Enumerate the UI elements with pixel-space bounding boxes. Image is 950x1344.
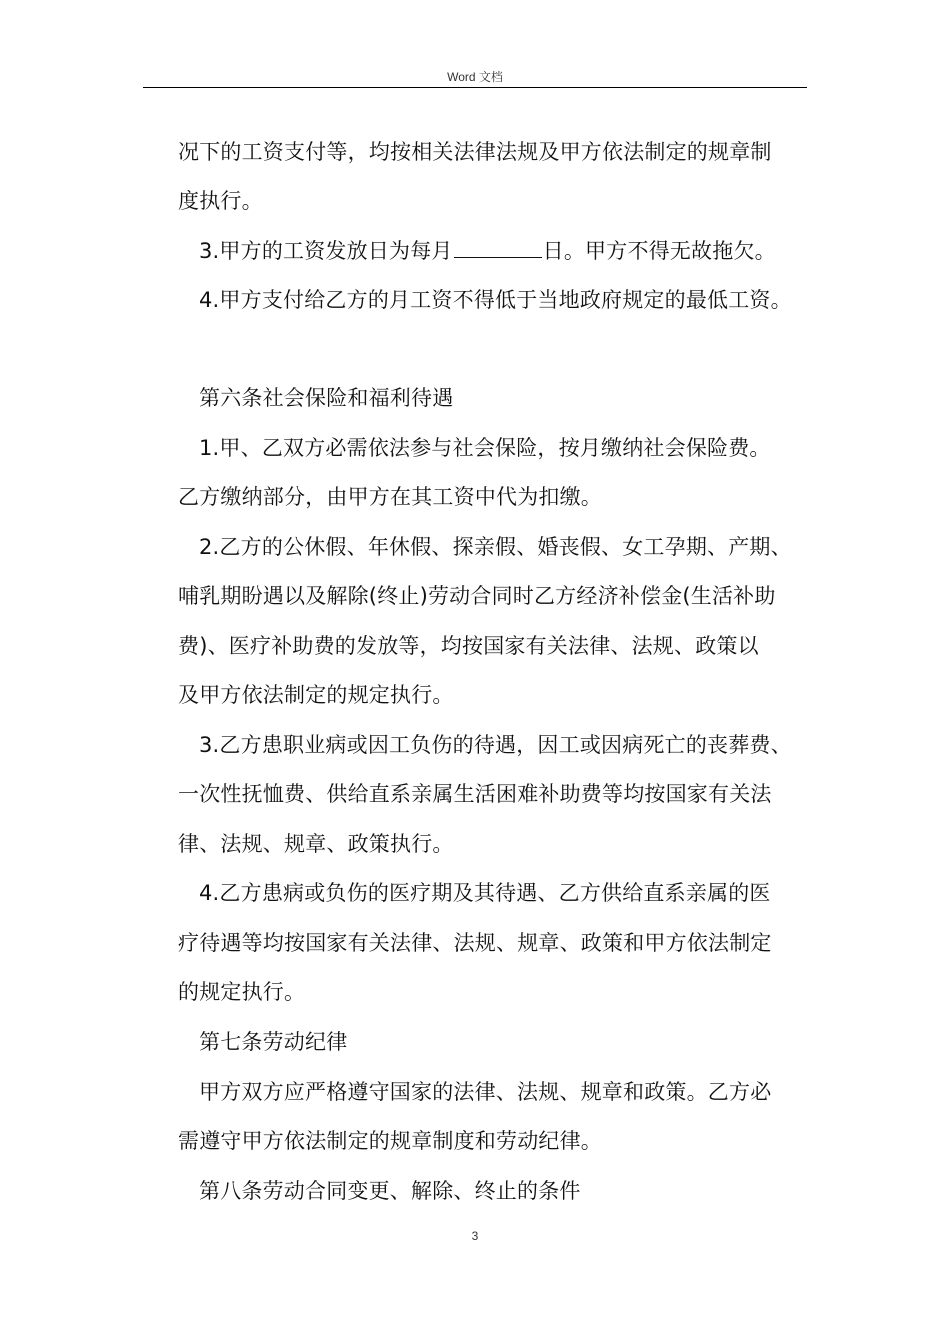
clause-6-2: 2.乙方的公休假、年休假、探亲假、婚丧假、女工孕期、产期、 bbox=[199, 535, 792, 559]
clause-5-4: 4.甲方支付给乙方的月工资不得低于当地政府规定的最低工资。 bbox=[199, 288, 792, 312]
paragraph-line: 哺乳期盼遇以及解除(终止)劳动合同时乙方经济补偿金(生活补助 bbox=[178, 584, 776, 608]
paragraph-line: 律、法规、规章、政策执行。 bbox=[178, 832, 454, 856]
clause-text: 3.甲方的工资发放日为每月 bbox=[199, 239, 453, 263]
article-heading-6: 第六条社会保险和福利待遇 bbox=[199, 386, 454, 410]
fill-in-blank bbox=[454, 235, 542, 258]
paragraph-line: 乙方缴纳部分，由甲方在其工资中代为扣缴。 bbox=[178, 485, 602, 509]
clause-5-3 bbox=[199, 235, 776, 266]
page-header: Word 文档 bbox=[447, 70, 503, 84]
clause-6-3: 3.乙方患职业病或因工负伤的待遇，因工或因病死亡的丧葬费、 bbox=[199, 733, 792, 757]
paragraph-line: 况下的工资支付等，均按相关法律法规及甲方依法制定的规章制 bbox=[178, 140, 772, 164]
clause-text: 日。甲方不得无故拖欠。 bbox=[542, 239, 776, 263]
paragraph-line: 一次性抚恤费、供给直系亲属生活困难补助费等均按国家有关法 bbox=[178, 782, 772, 806]
paragraph-line: 度执行。 bbox=[178, 189, 263, 213]
paragraph-line: 及甲方依法制定的规定执行。 bbox=[178, 683, 454, 707]
header-rule bbox=[143, 87, 807, 88]
clause-6-4: 4.乙方患病或负伤的医疗期及其待遇、乙方供给直系亲属的医 bbox=[199, 881, 771, 905]
paragraph-line: 的规定执行。 bbox=[178, 980, 306, 1004]
paragraph-line: 费)、医疗补助费的发放等，均按国家有关法律、法规、政策以 bbox=[178, 634, 759, 658]
paragraph-line: 甲方双方应严格遵守国家的法律、法规、规章和政策。乙方必 bbox=[199, 1080, 772, 1104]
clause-6-1: 1.甲、乙双方必需依法参与社会保险，按月缴纳社会保险费。 bbox=[199, 436, 771, 460]
paragraph-line: 疗待遇等均按国家有关法律、法规、规章、政策和甲方依法制定 bbox=[178, 931, 772, 955]
page-number: 3 bbox=[471, 1229, 479, 1243]
paragraph-line: 需遵守甲方依法制定的规章制度和劳动纪律。 bbox=[178, 1129, 602, 1153]
article-heading-8: 第八条劳动合同变更、解除、终止的条件 bbox=[199, 1179, 581, 1203]
article-heading-7: 第七条劳动纪律 bbox=[199, 1030, 348, 1054]
